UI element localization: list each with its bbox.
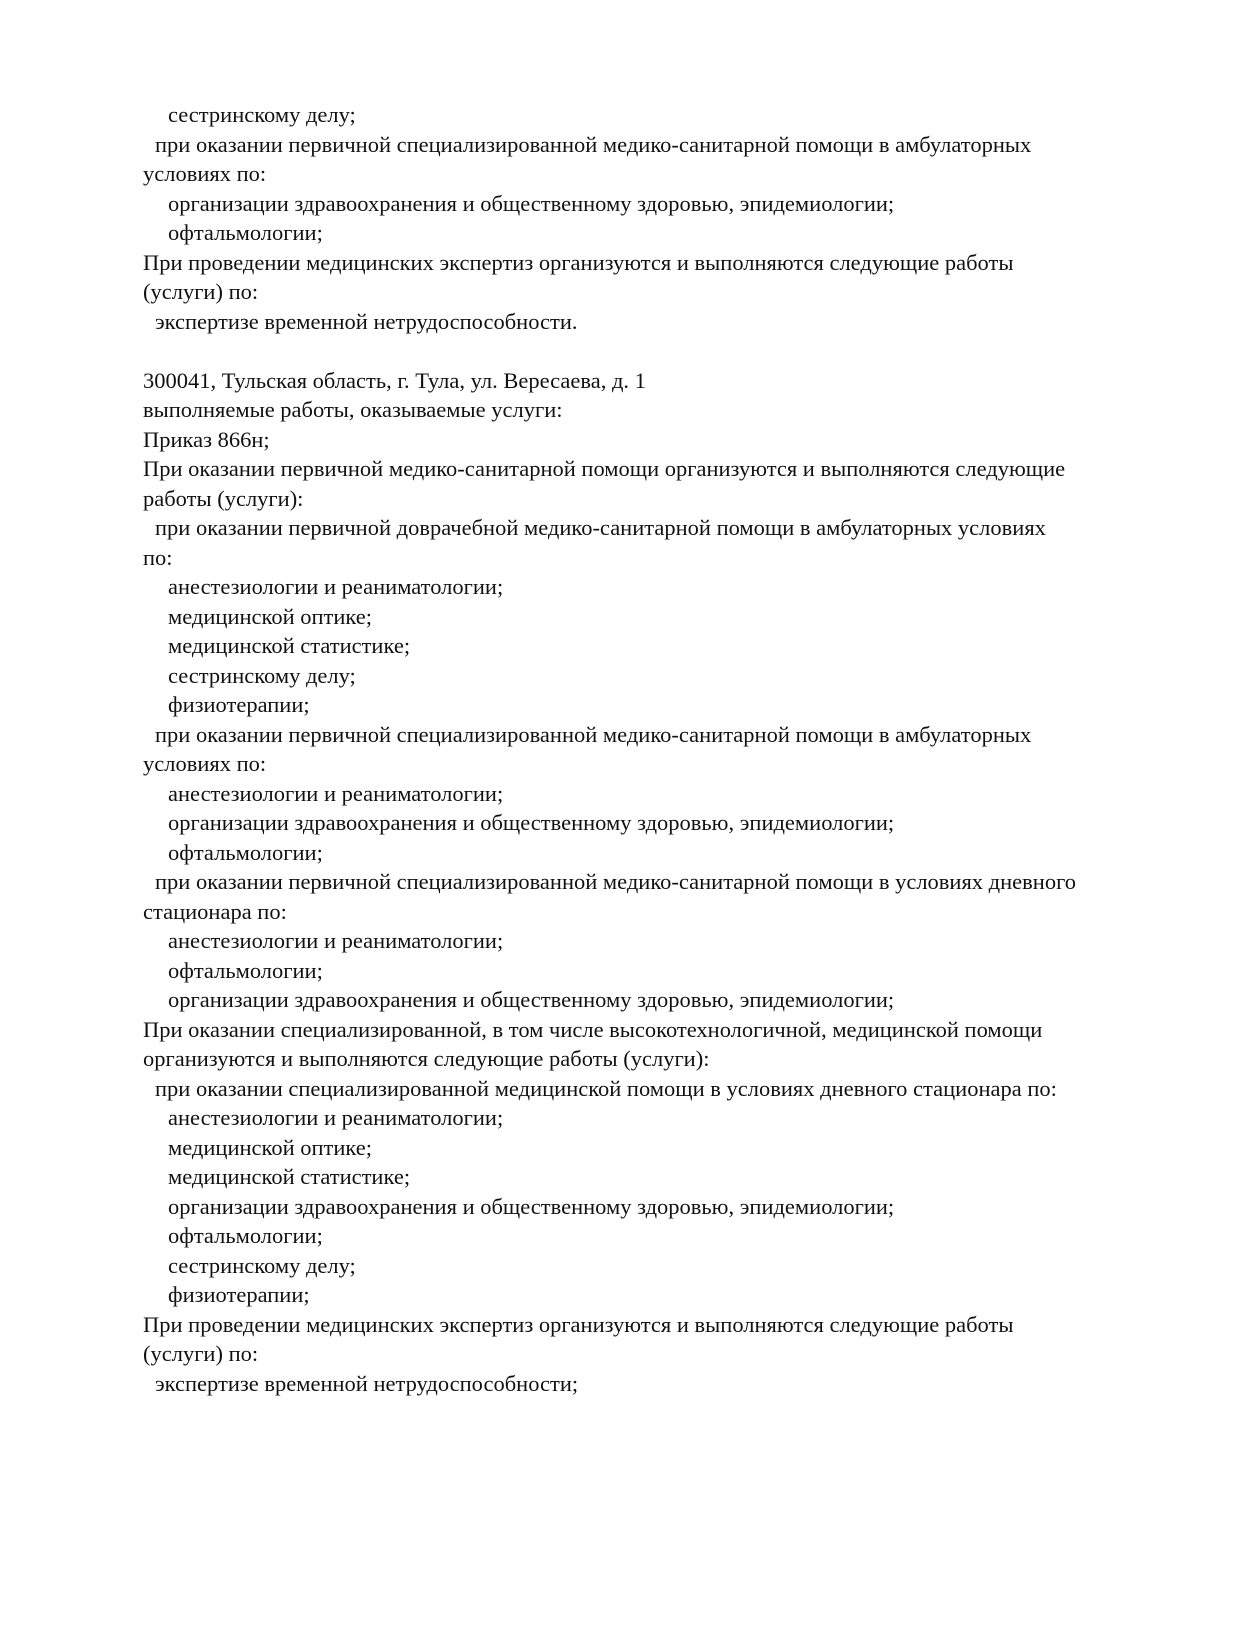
paragraph-line: При проведении медицинских экспертиз организуются и выполняются следующие работы [143, 249, 1014, 275]
paragraph-line: стационара по: [143, 898, 287, 924]
list-item: физиотерапии; [168, 692, 310, 717]
list-item: анестезиологии и реаниматологии; [168, 780, 504, 806]
list-item: сестринскому делу; [168, 102, 356, 127]
paragraph-line: по: [143, 544, 173, 570]
list-item: сестринскому делу; [168, 662, 356, 688]
subsection-line: при оказании первичной специализированной медико-санитарной помощи в амбулаторных [155, 131, 1032, 157]
blank-line [143, 336, 1143, 366]
subsection-line: экспертизе временной нетрудоспособности. [155, 308, 578, 334]
list-item: организации здравоохранения и общественному здоровью, эпидемиологии; [168, 190, 895, 216]
paragraph-line: Приказ 866н; [143, 426, 270, 452]
paragraph-line: При оказании специализированной, в том числе высокотехнологичной, медицинской помощи [143, 1016, 1043, 1042]
list-item: анестезиологии и реаниматологии; [168, 928, 504, 953]
paragraph-line: (услуги) по: [143, 279, 259, 304]
paragraph-line: условиях по: [143, 161, 267, 186]
list-item: сестринскому делу; [168, 1252, 356, 1278]
list-item: анестезиологии и реаниматологии; [168, 574, 504, 599]
paragraph-line: 300041, Тульская область, г. Тула, ул. Вересаева, д. 1 [143, 367, 646, 393]
list-item: медицинской оптике; [168, 1134, 373, 1160]
subsection-line: при оказании специализированной медицинской помощи в условиях дневного стационара по: [155, 1075, 1057, 1101]
subsection-line: при оказании первичной доврачебной медико-санитарной помощи в амбулаторных условиях [155, 515, 1046, 540]
list-item: организации здравоохранения и общественному здоровью, эпидемиологии; [168, 810, 895, 835]
paragraph-line: условиях по: [143, 751, 267, 776]
list-item: физиотерапии; [168, 1282, 310, 1307]
list-item: анестезиологии и реаниматологии; [168, 1105, 504, 1130]
list-item: офтальмологии; [168, 957, 323, 983]
list-item: организации здравоохранения и общественному здоровью, эпидемиологии; [168, 1193, 895, 1219]
paragraph-line: (услуги) по: [143, 1341, 259, 1366]
subsection-line: при оказании первичной специализированной медико-санитарной помощи в условиях дневного [155, 869, 1076, 894]
subsection-line: экспертизе временной нетрудоспособности; [155, 1370, 579, 1396]
list-item: медицинской статистике; [168, 1164, 411, 1189]
list-item: медицинской оптике; [168, 603, 373, 629]
list-item: офтальмологии; [168, 220, 323, 245]
subsection-line: при оказании первичной специализированной медико-санитарной помощи в амбулаторных [155, 721, 1032, 747]
list-item: офтальмологии; [168, 1223, 323, 1248]
paragraph-line: выполняемые работы, оказываемые услуги: [143, 397, 563, 422]
list-item: медицинской статистике; [168, 633, 411, 658]
list-item: офтальмологии; [168, 839, 323, 865]
paragraph-line: организуются и выполняются следующие работы (услуги): [143, 1046, 710, 1071]
document-body [143, 100, 1143, 1398]
paragraph-line: При проведении медицинских экспертиз организуются и выполняются следующие работы [143, 1311, 1014, 1337]
list-item: организации здравоохранения и общественному здоровью, эпидемиологии; [168, 987, 895, 1012]
paragraph-line: При оказании первичной медико-санитарной помощи организуются и выполняются следующие [143, 456, 1066, 481]
paragraph-line: работы (услуги): [143, 485, 304, 511]
